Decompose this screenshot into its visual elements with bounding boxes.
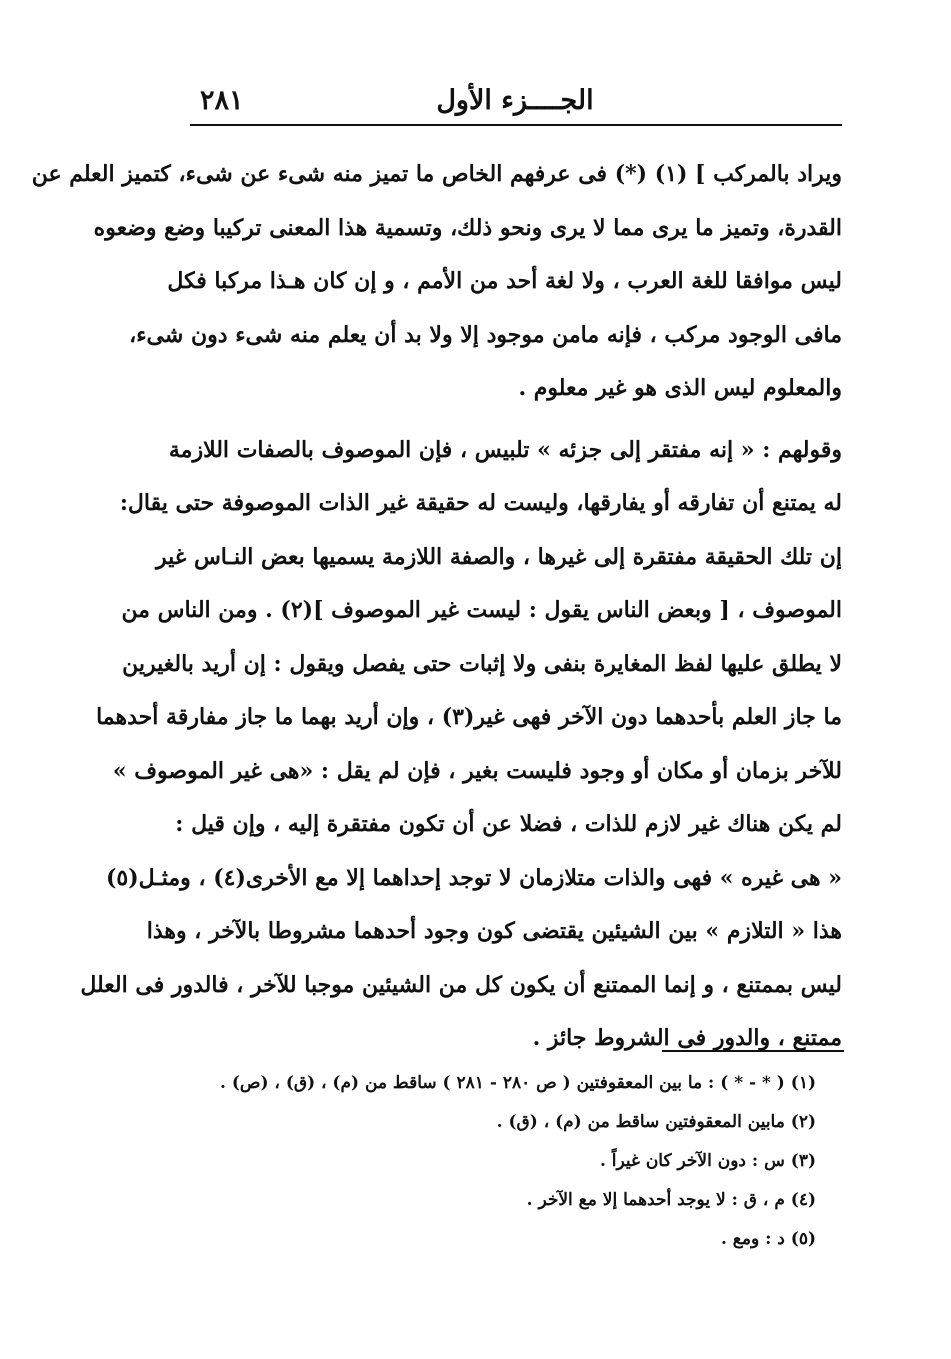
paragraph-1: [31, 148, 842, 416]
text-line: لم يكن هناك غير لازم للذات ، فضلا عن أن تكون مفتقرة إليه ، وإن قيل :: [175, 811, 842, 837]
text-line: ممتنع ، والدور فى الشروط جائز .: [532, 1025, 842, 1051]
header-rule: [190, 124, 842, 126]
text-line: مافى الوجود مركب ، فإنه مامن موجود إلا ولا بد أن يعلم منه شىء دون شىء،: [129, 321, 842, 348]
text-line: القدرة، وتميز ما يرى مما لا يرى ونحو ذلك، وتسمية هذا المعنى تركيبا وضع وضعوه: [93, 214, 842, 241]
page-number: ٢٨١: [200, 85, 244, 116]
main-text: [31, 148, 842, 1066]
footnote-4: (٤) م ، ق : لا يوجد أحدهما إلا مع الآخر .: [526, 1190, 816, 1210]
paragraph-gap: [190, 416, 842, 424]
text-line: « هى غيره » فهى والذات متلازمان لا توجد إحداهما إلا مع الأخرى(٤) ، ومثـل(٥): [105, 864, 842, 891]
running-header: [190, 78, 840, 124]
text-line: لا يطلق عليها لفظ المغايرة بنفى ولا إثبات حتى يفصل ويقول : إن أريد بالغيرين: [122, 650, 842, 677]
footnote-3: (٣) س : دون الآخر كان غيراً .: [599, 1151, 816, 1171]
text-line: له يمتنع أن تفارقه أو يفارقها، وليست له حقيقة غير الذات الموصوفة حتى يقال:: [119, 490, 842, 516]
text-line: إن تلك الحقيقة مفتقرة إلى غيرها ، والصفة اللازمة يسميها بعض النـاس غير: [156, 543, 842, 570]
text-line: هذا « التلازم » بين الشيئين يقتضى كون وجود أحدهما مشروطا بالآخر ، وهذا: [146, 918, 842, 944]
text-line: الموصوف ، [ وبعض الناس يقول : ليست غير الموصوف ](٢) . ومن الناس من: [121, 597, 842, 623]
footnote-5: (٥) د : ومع .: [720, 1229, 816, 1249]
text-line: للآخر بزمان أو مكان أو وجود فليست بغير ، فإن لم يقل : «هى غير الموصوف »: [112, 757, 842, 784]
footnote-rule: [662, 1050, 844, 1052]
text-line: والمعلوم ليس الذى هو غير معلوم .: [518, 375, 842, 401]
footnote-1: (١) ( * - * ) : ما بين المعقوفتين ( ص ٢٨٠ - ٢٨١ ) ساقط من (م) ، (ق) ، (ص) .: [220, 1073, 816, 1093]
text-line: ما جاز العلم بأحدهما دون الآخر فهى غير(٣) ، وإن أريد بهما ما جاز مفارقة أحدهما: [96, 704, 842, 730]
text-line: ويراد بالمركب ] (١) (*) فى عرفهم الخاص ما تميز منه شىء عن شىء، كتميز العلم عن: [31, 161, 842, 187]
header-title: الجــــزء الأول: [436, 85, 594, 116]
text-line: وقولهم : « إنه مفتقر إلى جزئه » تلبيس ، فإن الموصوف بالصفات اللازمة: [168, 436, 842, 463]
text-line: ليس موافقا للغة العرب ، ولا لغة أحد من الأمم ، و إن كان هـذا مركبا فكل: [167, 268, 842, 294]
paragraph-2: [80, 424, 842, 1066]
text-line: ليس بممتنع ، و إنما الممتنع أن يكون كل من الشيئين موجبا للآخر ، فالدور فى العلل: [80, 971, 842, 998]
footnotes: [190, 1064, 816, 1259]
footnote-2: (٢) مابين المعقوفتين ساقط من (م) ، (ق) .: [496, 1112, 816, 1132]
